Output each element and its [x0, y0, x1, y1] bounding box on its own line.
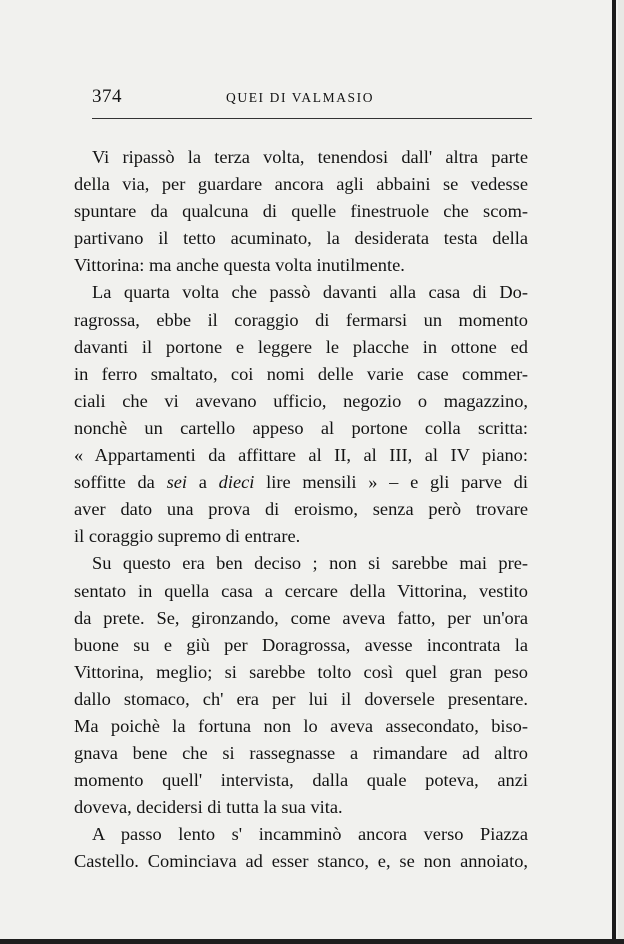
text-line — [74, 469, 528, 496]
text-line: Castello. Cominciava ad esser stanco, e, se non annoiato, — [74, 851, 528, 872]
text-line: buone su e giù per Doragrossa, avesse incontrata la — [74, 634, 528, 655]
text-line: Su questo era ben deciso ; non si sarebbe mai pre- — [92, 553, 528, 574]
text-line: Vi ripassò la terza volta, tenendosi dall' altra parte — [92, 147, 528, 167]
text-line: in ferro smaltato, coi nomi delle varie case commer- — [74, 363, 528, 384]
text-line: La quarta volta che passò davanti alla casa di Do- — [92, 282, 528, 303]
page-bottom-edge — [0, 939, 624, 944]
text-line: sentato in quella casa a cercare della Vittorina, vestito — [74, 580, 528, 601]
italic-word: dieci — [218, 472, 255, 493]
text-line: partivano il tetto acuminato, la desiderata testa della — [74, 228, 528, 249]
running-title: QUEI DI VALMASIO — [226, 90, 375, 105]
text-line: nonchè un cartello appeso al portone colla scritta: — [74, 417, 528, 438]
text-line: ciali che vi avevano ufficio, negozio o magazzino, — [74, 390, 528, 411]
text-line: Ma poichè la fortuna non lo aveva assecondato, biso- — [74, 715, 528, 736]
text-line: spuntare da qualcuna di quelle finestruole che scom- — [74, 201, 528, 222]
text-line: della via, per guardare ancora agli abbaini se vedesse — [74, 174, 528, 195]
italic-word: sei — [166, 472, 188, 493]
text-fragment: a — [187, 472, 219, 493]
text-line: A passo lento s' incamminò ancora verso Piazza — [92, 824, 528, 845]
page-edge-shadow — [612, 0, 616, 944]
text-line: davanti il portone e leggere le placche in ottone ed — [74, 336, 528, 357]
body-text — [74, 144, 528, 876]
text-line: Vittorina, meglio; si sarebbe tolto così quel gran peso — [74, 661, 528, 682]
text-line: Vittorina: ma anche questa volta inutilmente. — [74, 255, 405, 276]
text-line: il coraggio supremo di entrare. — [74, 526, 301, 547]
page-number: 374 — [92, 86, 122, 107]
text-fragment: soffitte da — [74, 472, 167, 493]
page-header — [90, 86, 532, 116]
text-line: aver dato una prova di eroismo, senza però trovare — [74, 499, 528, 520]
text-line: da prete. Se, gironzando, come aveva fatto, per un'ora — [74, 607, 528, 628]
text-line: doveva, decidersi di tutta la sua vita. — [74, 797, 343, 818]
page-edge-outer — [618, 0, 624, 944]
text-line: gnava bene che si rassegnasse a rimandare ad altro — [74, 743, 528, 764]
text-line: dallo stomaco, ch' era per lui il doversele presentare. — [74, 688, 528, 709]
text-fragment: lire mensili » – e gli parve di — [254, 472, 528, 493]
text-line: ragrossa, ebbe il coraggio di fermarsi un momento — [74, 309, 528, 330]
text-line: momento quell' intervista, dalla quale poteva, anzi — [74, 770, 528, 791]
text-line: « Appartamenti da affittare al II, al III, al IV piano: — [74, 445, 528, 466]
header-rule — [92, 118, 532, 119]
